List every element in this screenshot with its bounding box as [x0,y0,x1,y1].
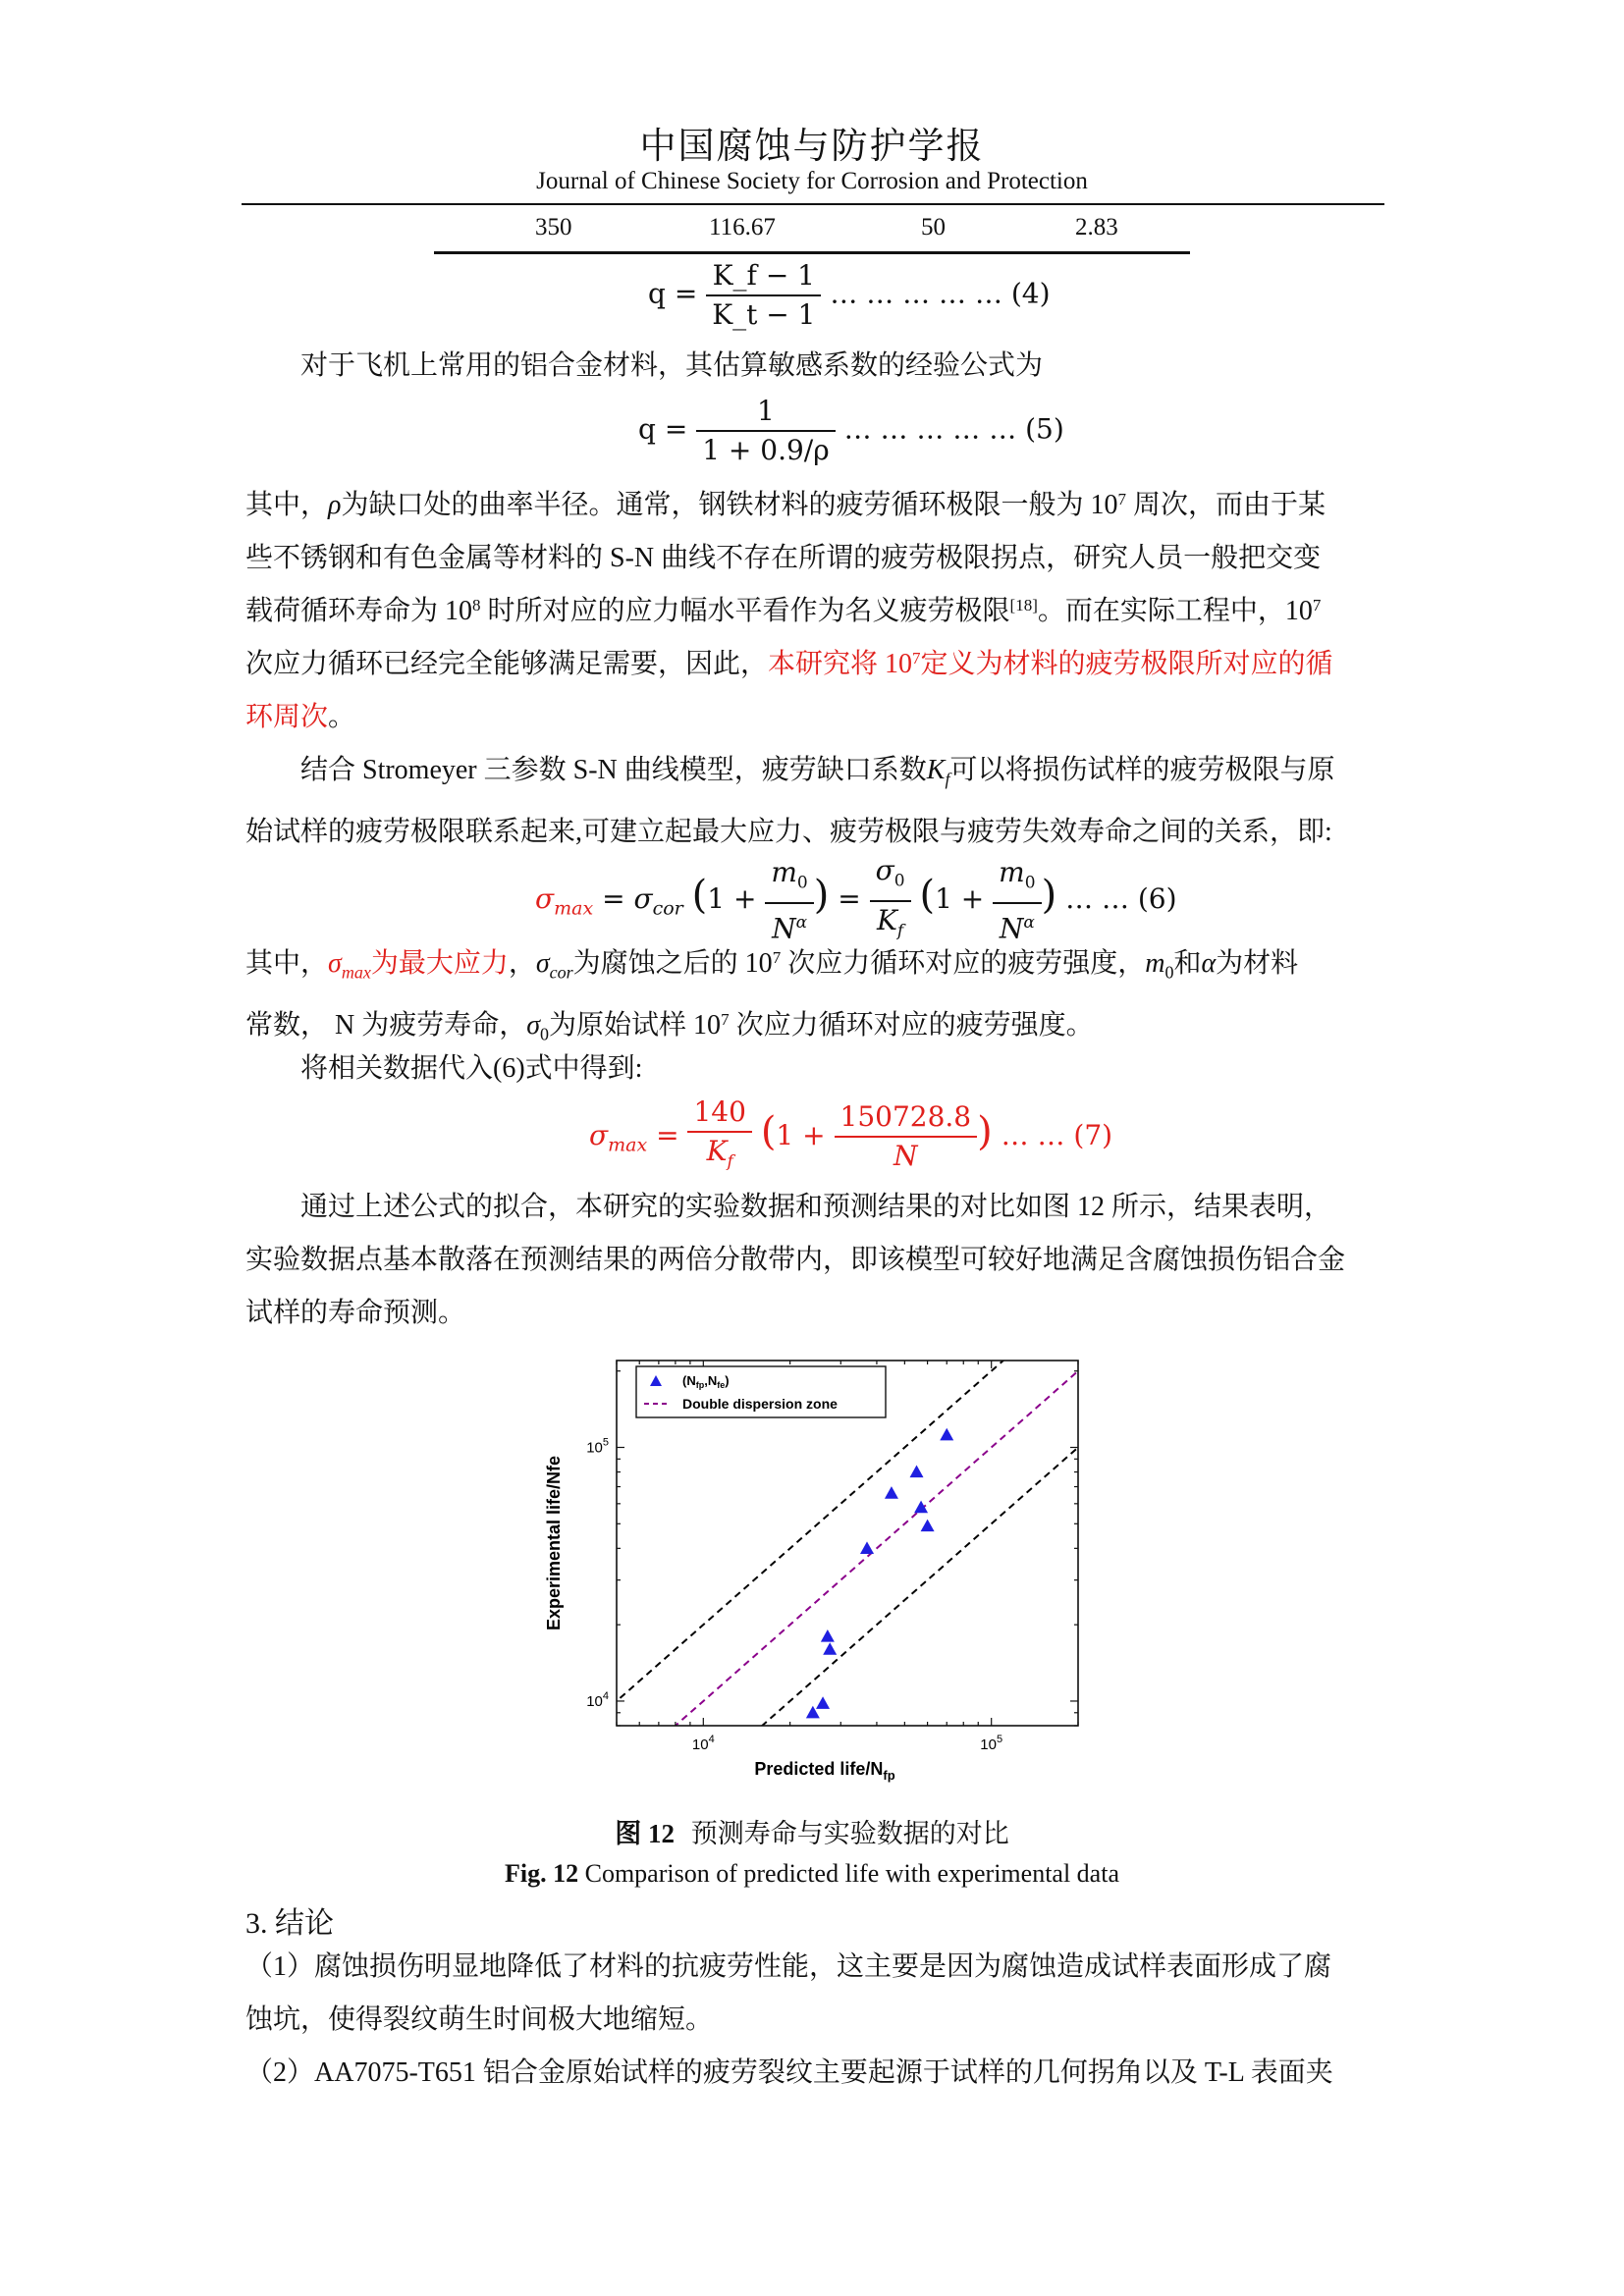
text: 为材料 [1216,948,1299,979]
caption-text: Comparison of predicted life with experimental data [584,1859,1119,1888]
superscript: 7 [1312,596,1322,614]
text: 试样的寿命预测。 [245,1298,466,1328]
header-rule [242,203,1384,205]
highlight-text: 本研究将 10 [768,649,913,679]
text: 次应力循环已经完全能够满足需要，因此， [245,649,769,679]
eq4-number: … … … … … (4) [830,277,1051,310]
table-cell: 2.83 [1075,214,1118,240]
y-tick-label: $10^5$ [586,1436,609,1457]
superscript: 8 [472,596,481,614]
highlight-text: 为最大应力 [370,948,509,979]
text: 周次，而由于某 [1125,490,1326,520]
data-point [940,1428,953,1441]
text: 为缺口处的曲率半径。通常，钢铁材料的疲劳循环极限一般为 10 [341,490,1118,520]
paragraph-4: 其中，$\sigma_{max}$为最大应力，$\sigma_{cor}$为腐蚀之后的 $10^7$ 次应力循环对应的疲劳强度，$m_0$和α为材料 常数， N 为疲劳寿命，$\sigma_0$为原始试样 $10^7$ 次应力循环对应的疲劳强度。 [245,948,1299,1044]
text: 。而在实际工程中，10 [1037,596,1313,626]
data-point [821,1629,835,1642]
conclusion-1-cont: 蚀坑，使得裂纹萌生时间极大地缩短。 [245,2004,714,2035]
data-point [816,1696,830,1709]
figure-12-chart [530,1345,1110,1806]
data-points [806,1428,953,1719]
y-tick-label: $10^4$ [586,1689,609,1710]
x-tick-label: $10^5$ [980,1734,1003,1753]
text: 。 [328,702,356,732]
text: 常数， N 为疲劳寿命， [245,1009,527,1041]
conclusion-2: （2）AA7075-T651 铝合金原始试样的疲劳裂纹主要起源于试样的几何拐角以及 T-L 表面夹 [245,2057,1333,2088]
rho-symbol: ρ [328,490,342,520]
superscript: 7 [721,1009,730,1029]
table-cell: 50 [921,214,946,240]
eq5-denominator: 1 + 0.9/ρ [702,434,830,466]
equation-5 [638,393,1064,469]
journal-title-en: Journal of Chinese Society for Corrosion and Protection [536,168,1088,194]
superscript: 7 [772,948,782,967]
text: 通过上述公式的拟合，本研究的实验数据和预测结果的对比如图 12 所示，结果表明， [300,1192,1332,1222]
legend-line-label: Double dispersion zone [682,1396,838,1412]
text: 些不锈钢和有色金属等材料的 S-N 曲线不存在所谓的疲劳极限拐点，研究人员一般把交变 [245,543,1322,573]
highlight-text: 环周次 [245,702,329,732]
caption-label: 图 12 [615,1819,675,1848]
journal-title-cn: 中国腐蚀与防护学报 [639,127,985,167]
caption-text: 预测寿命与实验数据的对比 [690,1819,1009,1848]
eq7-number: … … (7) [1001,1118,1113,1151]
table-bottom-rule [434,251,1190,254]
text: 为原始试样 10 [549,1009,722,1041]
text: 时所对应的应力幅水平看作为名义疲劳极限 [480,596,1010,626]
eq5-lhs: q = [638,412,688,446]
equation-6: $\sigma_{max} = \sigma_{cor}$ (1 + $\frac{m_0}{N^\alpha}$ ) = $\frac{\sigma_0}{K_f}$ (1 + $\frac{m_0}{N^\alpha}$ ) … … (6) [535,854,1177,945]
caption-label: Fig. 12 [505,1859,579,1888]
eq7-num1: 140 [687,1094,751,1133]
text: 次应力循环对应的疲劳强度。 [729,1009,1094,1041]
text: 次应力循环对应的疲劳强度， [781,948,1146,979]
paragraph-6 [245,1181,1384,1340]
text: 和 [1173,948,1202,979]
data-point [823,1642,837,1655]
text: 其中， [245,490,329,520]
table-cell: 116.67 [709,214,776,240]
axis-ticks [586,1361,1078,1753]
text: ， [508,948,536,979]
eq6-number: … … (6) [1065,882,1177,916]
superscript: 7 [912,649,921,667]
highlight-text: 定义为材料的疲劳极限所对应的循 [920,649,1333,679]
y-axis-label: Experimental life/Nfe [544,1455,564,1631]
text: 载荷循环寿命为 10 [245,596,473,626]
text: 实验数据点基本散落在预测结果的两倍分散带内，即该模型可较好地满足含腐蚀损伤铝合金 [245,1245,1346,1275]
eq7-num2: 150728.8 [835,1098,978,1138]
eq4-numerator: K_f − 1 [706,257,821,296]
text: 始试样的疲劳极限联系起来,可建立起最大应力、疲劳极限与疲劳失效寿命之间的关系，即: [245,816,1332,847]
x-tick-label: $10^4$ [691,1734,715,1753]
text: 其中， [245,948,329,979]
figure-caption-en [0,1859,1624,1889]
eq4-denominator: K_t − 1 [712,298,816,331]
data-point [885,1486,898,1499]
x-axis-label: Predicted life/$N_{fp}$ [754,1759,895,1783]
data-point [914,1501,928,1514]
legend [636,1366,886,1417]
section-title: 3. 结论 [245,1907,334,1940]
eq7-den2: N [893,1140,918,1173]
legend-marker-label: $(N_{fp},N_{fe})$ [682,1373,730,1390]
superscript: 7 [1117,490,1126,508]
data-point [910,1466,924,1478]
paragraph-3: 结合 Stromeyer 三参数 S-N 曲线模型，疲劳缺口系数$K_f$可以将损伤试样的疲劳极限与原 始试样的疲劳极限联系起来,可建立起最大应力、疲劳极限与疲劳失效寿命之间的关系，即: [245,744,1384,859]
text: 为腐蚀之后的 10 [572,948,773,979]
paragraph-2 [245,479,1384,744]
eq5-numerator: 1 [696,393,836,432]
paragraph-1: 对于飞机上常用的铝合金材料，其估算敏感系数的经验公式为 [300,350,1044,381]
figure-caption-cn [0,1812,1624,1850]
text: 可以将损伤试样的疲劳极限与原 [949,755,1335,785]
table-cell: 350 [535,214,572,240]
equation-4 [648,257,1051,334]
citation: [18] [1009,596,1038,614]
data-point [921,1520,935,1532]
eq5-number: … … … … … (5) [843,412,1064,446]
eq4-lhs: q = [648,277,698,310]
equation-7: $\sigma_{max}$ = $\frac{140}{K_f}$ (1 + $\frac{150728.8}{N}$ ) … … (7) [589,1095,1113,1173]
conclusions [245,1941,1384,2100]
kf-symbol: K [926,755,946,785]
table-row [434,214,1190,253]
conclusion-1: （1）腐蚀损伤明显地降低了材料的抗疲劳性能，这主要是因为腐蚀造成试样表面形成了腐 [245,1951,1332,1982]
text: 结合 Stromeyer 三参数 S-N 曲线模型，疲劳缺口系数 [300,755,927,785]
paragraph-5: 将相关数据代入(6)式中得到: [300,1053,643,1084]
data-point [860,1541,874,1554]
